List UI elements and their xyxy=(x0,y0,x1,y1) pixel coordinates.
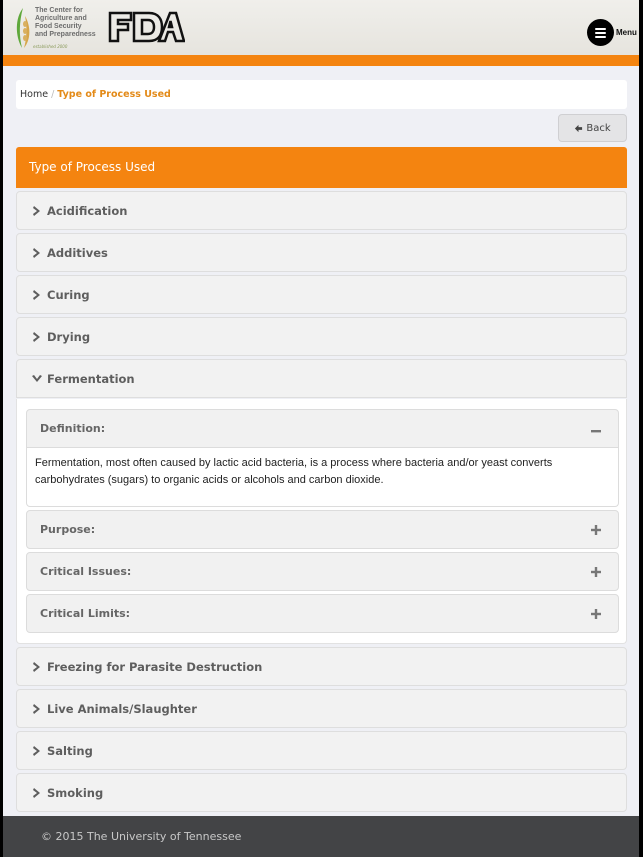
sub-item-critical-limits[interactable]: Critical Limits: xyxy=(26,594,619,633)
accordion-item-smoking[interactable]: Smoking xyxy=(16,773,627,812)
breadcrumb-separator: / xyxy=(51,89,55,100)
chevron-right-icon xyxy=(31,787,43,799)
plus-icon xyxy=(590,524,602,536)
center-logo[interactable] xyxy=(11,4,106,52)
definition-text: Fermentation, most often caused by lactic acid bacteria, is a process where bacteria and/or yeast converts carbohydrates (sugars) to organic acids or alcohols and carbon dioxide. xyxy=(26,448,619,507)
site-footer xyxy=(3,816,639,857)
fermentation-panel xyxy=(16,399,627,644)
chevron-right-icon xyxy=(31,205,43,217)
breadcrumb-home-link[interactable]: Home xyxy=(20,89,49,100)
menu-label: Menu xyxy=(616,28,637,37)
wheat-leaf-icon xyxy=(13,6,33,50)
chevron-down-icon xyxy=(31,373,43,385)
plus-icon xyxy=(590,608,602,620)
chevron-right-icon xyxy=(31,703,43,715)
copyright-text: © 2015 The University of Tennessee xyxy=(41,830,242,843)
accordion-item-live-animals[interactable]: Live Animals/Slaughter xyxy=(16,689,627,728)
accordion-item-fermentation[interactable]: Fermentation xyxy=(16,359,627,398)
chevron-right-icon xyxy=(31,247,43,259)
chevron-right-icon xyxy=(31,331,43,343)
back-button-label: Back xyxy=(586,122,611,134)
chevron-right-icon xyxy=(31,745,43,757)
menu-button[interactable] xyxy=(587,19,637,46)
accordion-item-additives[interactable]: Additives xyxy=(16,233,627,272)
accordion-item-curing[interactable]: Curing xyxy=(16,275,627,314)
breadcrumb xyxy=(16,80,627,109)
minus-icon xyxy=(590,423,602,435)
plus-icon xyxy=(590,566,602,578)
back-button[interactable] xyxy=(558,114,627,142)
established-text: established 2000 xyxy=(33,44,68,49)
section-title: Type of Process Used xyxy=(16,147,627,188)
breadcrumb-current: Type of Process Used xyxy=(57,89,171,100)
fda-logo[interactable] xyxy=(107,10,185,44)
site-header xyxy=(3,0,639,55)
center-logo-text: The Center for Agriculture and Food Security and Preparedness xyxy=(35,7,96,38)
accordion-item-freezing[interactable]: Freezing for Parasite Destruction xyxy=(16,647,627,686)
arrow-left-icon xyxy=(574,124,583,133)
hamburger-icon xyxy=(587,19,614,46)
accordion-item-salting[interactable]: Salting xyxy=(16,731,627,770)
sub-item-definition[interactable]: Definition: xyxy=(26,409,619,448)
chevron-right-icon xyxy=(31,661,43,673)
chevron-right-icon xyxy=(31,289,43,301)
app-frame xyxy=(3,0,639,857)
accordion-item-acidification[interactable]: Acidification xyxy=(16,191,627,230)
sub-item-critical-issues[interactable]: Critical Issues: xyxy=(26,552,619,591)
sub-item-purpose[interactable]: Purpose: xyxy=(26,510,619,549)
accordion-item-drying[interactable]: Drying xyxy=(16,317,627,356)
header-accent-bar xyxy=(3,55,639,66)
